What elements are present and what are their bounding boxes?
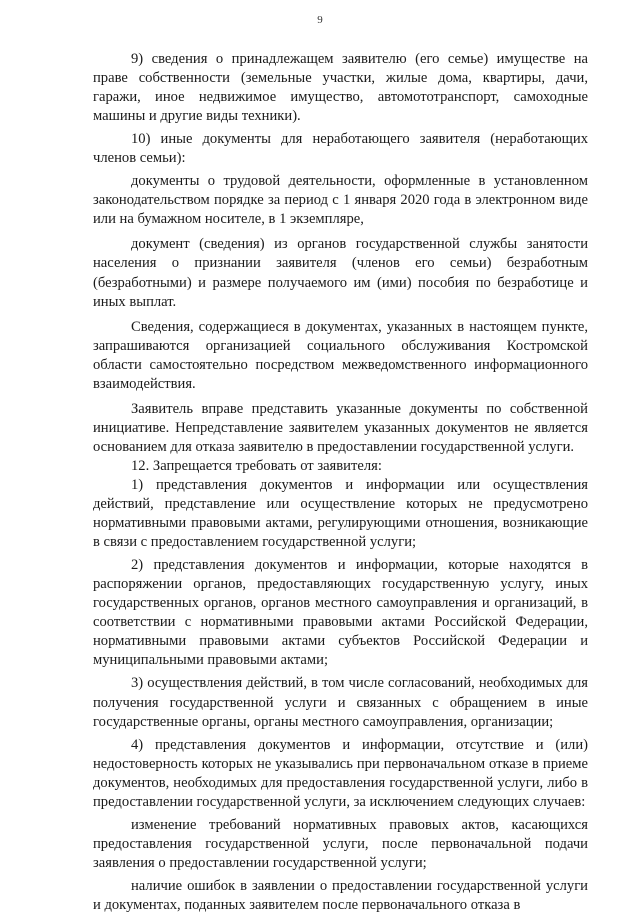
paragraph-exception-requirements-change: изменение требований нормативных правовых актов, касающихся предоставления государственной услуги, после первоначальной подачи заявления о предоставлении государственной услуги; bbox=[93, 816, 588, 871]
paragraph-labor-documents: документы о трудовой деятельности, оформленные в установленном законодательством порядке за период с 1 января 2020 года в электронном виде или на бумажном носителе, в 1 экземпляре, bbox=[93, 173, 588, 228]
paragraph-section-12: 12. Запрещается требовать от заявителя: bbox=[131, 457, 382, 474]
paragraph-interagency-request: Сведения, содержащиеся в документах, указанных в настоящем пункте, запрашиваются организацией социального обслуживания Костромской области самостоятельно посредством межведомственного информационного взаимодействия. bbox=[93, 318, 588, 392]
paragraph-employment-service-document: документ (сведения) из органов государственной службы занятости населения о признании заявителя (членов его семьи) безработным (безработными) и размере получаемого им (ими) пособия по безработице и иных выплат. bbox=[93, 236, 588, 310]
paragraph-prohibition-2: 2) представления документов и информации, которые находятся в распоряжении органов, предоставляющих государственную услугу, иных государственных органов, органов местного самоуправления и организаций, в соответствии с нормативными правовыми актами Российской Федерации, нормативными правовыми актами субъектов Российской Федерации и муниципальными правовыми актами; bbox=[93, 557, 588, 669]
page-number: 9 bbox=[317, 14, 323, 26]
paragraph-own-initiative: Заявитель вправе представить указанные документы по собственной инициативе. Непредставление заявителем указанных документов не является основанием для отказа заявителю в предоставлении государственной услуги. bbox=[93, 400, 588, 455]
paragraph-item-10: 10) иные документы для неработающего заявителя (неработающих членов семьи): bbox=[93, 131, 588, 167]
document-body bbox=[93, 50, 588, 915]
paragraph-prohibition-3: 3) осуществления действий, в том числе согласований, необходимых для получения государственной услуги и связанных с обращением в иные государственные органы, органы местного самоуправления, организации; bbox=[93, 675, 588, 730]
paragraph-item-9: 9) сведения о принадлежащем заявителю (его семье) имуществе на праве собственности (земельные участки, жилые дома, квартиры, дачи, гаражи, иное недвижимое имущество, автомототранспорт, самоходные машины и другие виды техники). bbox=[93, 51, 588, 125]
paragraph-exception-errors: наличие ошибок в заявлении о предоставлении государственной услуги и документах, поданных заявителем после первоначального отказа в bbox=[93, 877, 588, 913]
paragraph-prohibition-4: 4) представления документов и информации, отсутствие и (или) недостоверность которых не указывались при первоначальном отказе в приеме документов, необходимых для предоставления государственной услуги, либо в предоставлении государственной услуги, за исключением следующих случаев: bbox=[93, 736, 588, 810]
paragraph-prohibition-1: 1) представления документов и информации или осуществления действий, представление или осуществление которых не предусмотрено нормативными правовыми актами, регулирующими отношения, возникающие в связи с предоставлением государственной услуги; bbox=[93, 476, 588, 551]
